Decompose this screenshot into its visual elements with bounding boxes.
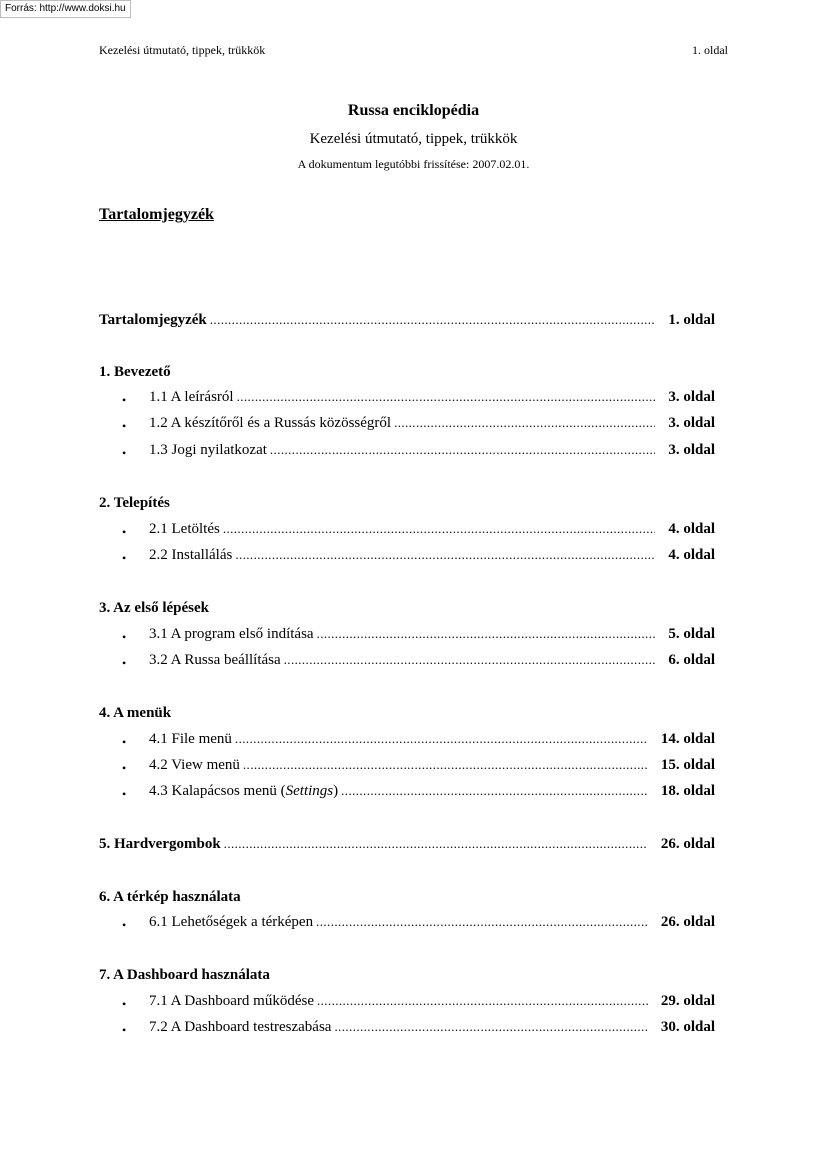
bullet-icon: • [122,787,127,801]
toc-entry-page: 4. oldal [668,521,715,537]
dot-leader [224,836,648,852]
toc-entry-label: 2.1 Letöltés [149,521,220,537]
bullet-icon: • [122,656,127,670]
toc-entry-label: 4.2 View menü [149,757,240,773]
toc-entry-page: 3. oldal [668,415,715,431]
toc-entry-2-1[interactable] [149,521,715,541]
dot-leader [317,993,648,1009]
toc-heading: Tartalomjegyzék [99,206,214,223]
toc-entry-label: 6.1 Lehetőségek a térképen [149,914,314,930]
update-date: A dokumentum legutóbbi frissítése: 2007.02.01. [297,157,530,171]
toc-entry-1-1[interactable] [149,389,715,409]
toc-entry-label: 1.3 Jogi nyilatkozat [149,442,267,458]
dot-leader [334,1019,647,1035]
dot-leader [394,415,655,431]
toc-entry-label [149,783,338,800]
dot-leader [235,547,655,563]
toc-entry-label-prefix: 4.3 Kalapácsos menü ( [149,783,286,799]
toc-entry-label: 4.1 File menü [149,731,232,747]
toc-entry-page: 4. oldal [668,547,715,563]
bullet-icon: • [122,735,127,749]
dot-leader [210,312,656,328]
dot-leader [235,731,648,747]
toc-entry-label: 1.1 A leírásról [149,389,234,405]
bullet-icon: • [122,419,127,433]
toc-entry-1-2[interactable] [149,415,715,435]
dot-leader [317,626,656,642]
dot-leader [243,757,648,773]
bullet-icon: • [122,551,127,565]
toc-entry-page: 14. oldal [660,731,715,747]
toc-entry-label: 1.2 A készítőről és a Russás közösségről [149,415,392,431]
bullet-icon: • [122,630,127,644]
bullet-icon: • [122,525,127,539]
bullet-icon: • [122,1023,127,1037]
toc-entry-7-2[interactable] [149,1019,715,1039]
toc-entry-label: 5. Hardvergombok [99,836,221,852]
toc-entry-4-1[interactable] [149,731,715,751]
toc-entry-label: 2.2 Installálás [149,547,233,563]
toc-entry-page: 3. oldal [668,389,715,405]
toc-entry-label: 7.1 A Dashboard működése [149,993,314,1009]
section-1-title: 1. Bevezető [99,364,171,380]
document-title: Russa enciklopédia [347,102,480,119]
toc-entry-label: Tartalomjegyzék [99,312,207,328]
dot-leader [237,389,656,405]
section-2-title: 2. Telepítés [99,495,170,511]
toc-entry-page: 15. oldal [660,757,715,773]
toc-entry-contents[interactable] [99,312,715,332]
toc-entry-6-1[interactable] [149,914,715,934]
toc-entry-page: 30. oldal [660,1019,715,1035]
toc-entry-4-2[interactable] [149,757,715,777]
toc-entry-page: 18. oldal [660,783,715,799]
toc-entry-2-2[interactable] [149,547,715,567]
dot-leader [284,652,656,668]
dot-leader [341,783,648,799]
document-subtitle: Kezelési útmutató, tippek, trükkök [309,131,518,147]
bullet-icon: • [122,393,127,407]
section-4-title: 4. A menük [99,705,172,721]
running-header-page: 1. oldal [692,43,728,57]
toc-entry-page: 29. oldal [660,993,715,1009]
bullet-icon: • [122,997,127,1011]
section-3-title: 3. Az első lépések [99,600,209,616]
dot-leader [223,521,655,537]
toc-entry-label: 7.2 A Dashboard testreszabása [149,1019,332,1035]
toc-entry-label-suffix: ) [333,783,339,799]
toc-entry-page: 26. oldal [660,836,715,852]
toc-entry-page: 5. oldal [668,626,715,642]
source-label: Forrás: http://www.doksi.hu [0,0,131,18]
running-header-title: Kezelési útmutató, tippek, trükkök [99,43,266,57]
section-6-title: 6. A térkép használata [99,889,241,905]
bullet-icon: • [122,446,127,460]
dot-leader [316,914,648,930]
toc-entry-page: 6. oldal [668,652,715,668]
dot-leader [270,442,655,458]
toc-entry-3-1[interactable] [149,626,715,646]
bullet-icon: • [122,761,127,775]
bullet-icon: • [122,918,127,932]
toc-entry-label: 3.2 A Russa beállítása [149,652,281,668]
toc-entry-page: 1. oldal [668,312,715,328]
toc-entry-7-1[interactable] [149,993,715,1013]
toc-entry-label-em: Settings [285,783,334,799]
toc-entry-1-3[interactable] [149,442,715,462]
toc-entry-label: 3.1 A program első indítása [149,626,314,642]
toc-entry-4-3[interactable] [149,783,715,803]
section-7-title: 7. A Dashboard használata [99,967,270,983]
toc-entry-5[interactable] [99,836,715,856]
toc-entry-page: 3. oldal [668,442,715,458]
toc-entry-3-2[interactable] [149,652,715,672]
toc-entry-page: 26. oldal [660,914,715,930]
